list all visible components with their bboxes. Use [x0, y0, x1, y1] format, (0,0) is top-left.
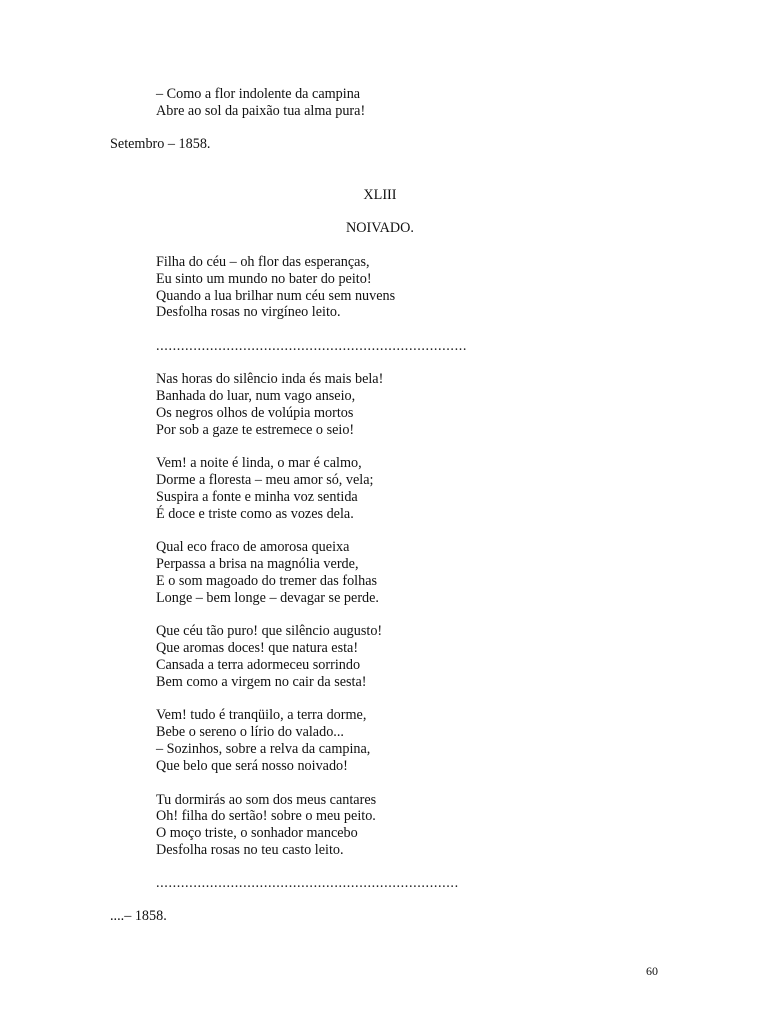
verse-line: Oh! filha do sertão! sobre o meu peito. [156, 808, 376, 824]
verse-line: Desfolha rosas no teu casto leito. [156, 842, 344, 858]
verse-line: O moço triste, o sonhador mancebo [156, 825, 358, 841]
verse-line: Quando a lua brilhar num céu sem nuvens [156, 288, 396, 304]
poem-title: NOIVADO. [346, 220, 414, 236]
verse-line: Por sob a gaze te estremece o seio! [156, 422, 355, 438]
verse-line: Dorme a floresta – meu amor só, vela; [156, 472, 374, 488]
verse-line: Cansada a terra adormeceu sorrindo [156, 657, 361, 673]
verse-line: Que aromas doces! que natura esta! [156, 640, 359, 656]
verse-line: Filha do céu – oh flor das esperanças, [156, 254, 370, 270]
dotted-separator: ........................................................................... [156, 338, 468, 354]
verse-line: Tu dormirás ao som dos meus cantares [156, 792, 377, 808]
poem-date: ....– 1858. [110, 908, 167, 924]
verse-line: Que céu tão puro! que silêncio augusto! [156, 623, 383, 639]
verse-line: Longe – bem longe – devagar se perde. [156, 590, 379, 606]
poem-number [0, 187, 768, 204]
dotted-separator: ......................................................................... [156, 875, 459, 891]
verse-line: Eu sinto um mundo no bater do peito! [156, 271, 372, 287]
verse-line: E o som magoado do tremer das folhas [156, 573, 378, 589]
page-number: 60 [646, 964, 658, 978]
verse-line: Bem como a virgem no cair da sesta! [156, 674, 367, 690]
verse-line: – Sozinhos, sobre a relva da campina, [156, 741, 371, 757]
intro-line: – Como a flor indolente da campina [156, 86, 361, 102]
verse-line: Que belo que será nosso noivado! [156, 758, 348, 774]
verse-line: Nas horas do silêncio inda és mais bela! [156, 371, 384, 387]
verse-line: Suspira a fonte e minha voz sentida [156, 489, 358, 505]
verse-line: Vem! tudo é tranqüilo, a terra dorme, [156, 707, 367, 723]
verse-line: Banhada do luar, num vago anseio, [156, 388, 356, 404]
verse-line: Desfolha rosas no virgíneo leito. [156, 304, 341, 320]
poem-number-text: XLIII [363, 187, 397, 203]
verse-line: Perpassa a brisa na magnólia verde, [156, 556, 359, 572]
intro-line: Abre ao sol da paixão tua alma pura! [156, 103, 366, 119]
verse-line: Os negros olhos de volúpia mortos [156, 405, 354, 421]
verse-line: Qual eco fraco de amorosa queixa [156, 539, 350, 555]
verse-line: Vem! a noite é linda, o mar é calmo, [156, 455, 362, 471]
intro-date: Setembro – 1858. [110, 136, 211, 152]
verse-line: Bebe o sereno o lírio do valado... [156, 724, 344, 740]
verse-line: É doce e triste como as vozes dela. [156, 506, 354, 522]
